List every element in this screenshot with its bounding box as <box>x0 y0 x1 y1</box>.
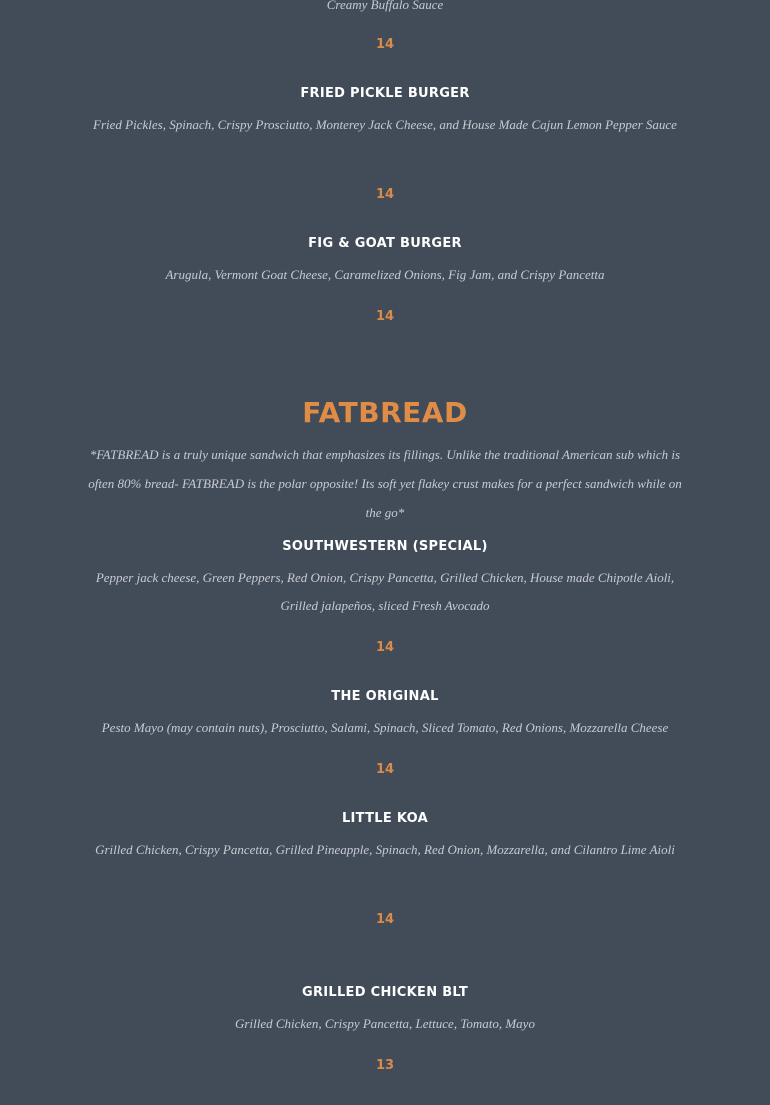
item-description-text: Arugula, Vermont Goat Cheese, Caramelized Onions, Fig Jam, and Crispy Pancetta <box>165 267 605 282</box>
item-description-text: Pepper jack cheese, Green Peppers, Red Onion, Crispy Pancetta, Grilled Chicken, House made Chipotle Aioli, Grilled jalapeños, sliced Fresh Avocado <box>95 570 675 613</box>
item-price: 14 <box>375 37 395 52</box>
item-price-southwestern: 14 <box>375 640 395 655</box>
item-description-the-original <box>0 714 770 742</box>
item-description-grilled-chicken-blt <box>0 1010 770 1038</box>
item-name-the-original: THE ORIGINAL <box>331 689 439 704</box>
item-name-grilled-chicken-blt: GRILLED CHICKEN BLT <box>301 985 469 1000</box>
item-description-text: Creamy Buffalo Sauce <box>326 0 444 12</box>
item-description-text: Fried Pickles, Spinach, Crispy Prosciutto, Monterey Jack Cheese, and House Made Cajun Lemon Pepper Sauce <box>93 117 677 132</box>
item-price-the-original: 14 <box>375 762 395 777</box>
item-name-southwestern: SOUTHWESTERN (SPECIAL) <box>282 539 488 554</box>
item-price-little-koa: 14 <box>375 912 395 927</box>
item-price-fried-pickle-burger: 14 <box>375 187 395 202</box>
item-description-text: Grilled Chicken, Crispy Pancetta, Grilled Pineapple, Spinach, Red Onion, Mozzarella, and Cilantro Lime Aioli <box>95 842 675 857</box>
section-description-fatbread <box>0 440 770 527</box>
item-description-text: Pesto Mayo (may contain nuts), Prosciutto, Salami, Spinach, Sliced Tomato, Red Onions, Mozzarella Cheese <box>101 720 669 735</box>
section-description-text: *FATBREAD is a truly unique sandwich that emphasizes its fillings. Unlike the traditional American sub which is often 80% bread- FATBREAD is the polar opposite! Its soft yet flakey crust makes for a perfect sandwich while on the go* <box>88 447 682 520</box>
item-description-little-koa <box>0 836 770 864</box>
item-name-fried-pickle-burger: FRIED PICKLE BURGER <box>300 86 470 101</box>
item-description-southwestern <box>0 564 770 620</box>
item-description <box>0 0 770 19</box>
item-description-fried-pickle-burger <box>0 111 770 139</box>
item-price-grilled-chicken-blt: 13 <box>375 1058 395 1073</box>
item-description-text: Grilled Chicken, Crispy Pancetta, Lettuce, Tomato, Mayo <box>235 1016 535 1031</box>
item-price-fig-goat-burger: 14 <box>375 309 395 324</box>
item-description-fig-goat-burger <box>0 261 770 289</box>
section-title-fatbread: FATBREAD <box>302 396 468 429</box>
item-name-little-koa: LITTLE KOA <box>341 811 429 826</box>
item-name-fig-goat-burger: FIG & GOAT BURGER <box>308 236 462 251</box>
